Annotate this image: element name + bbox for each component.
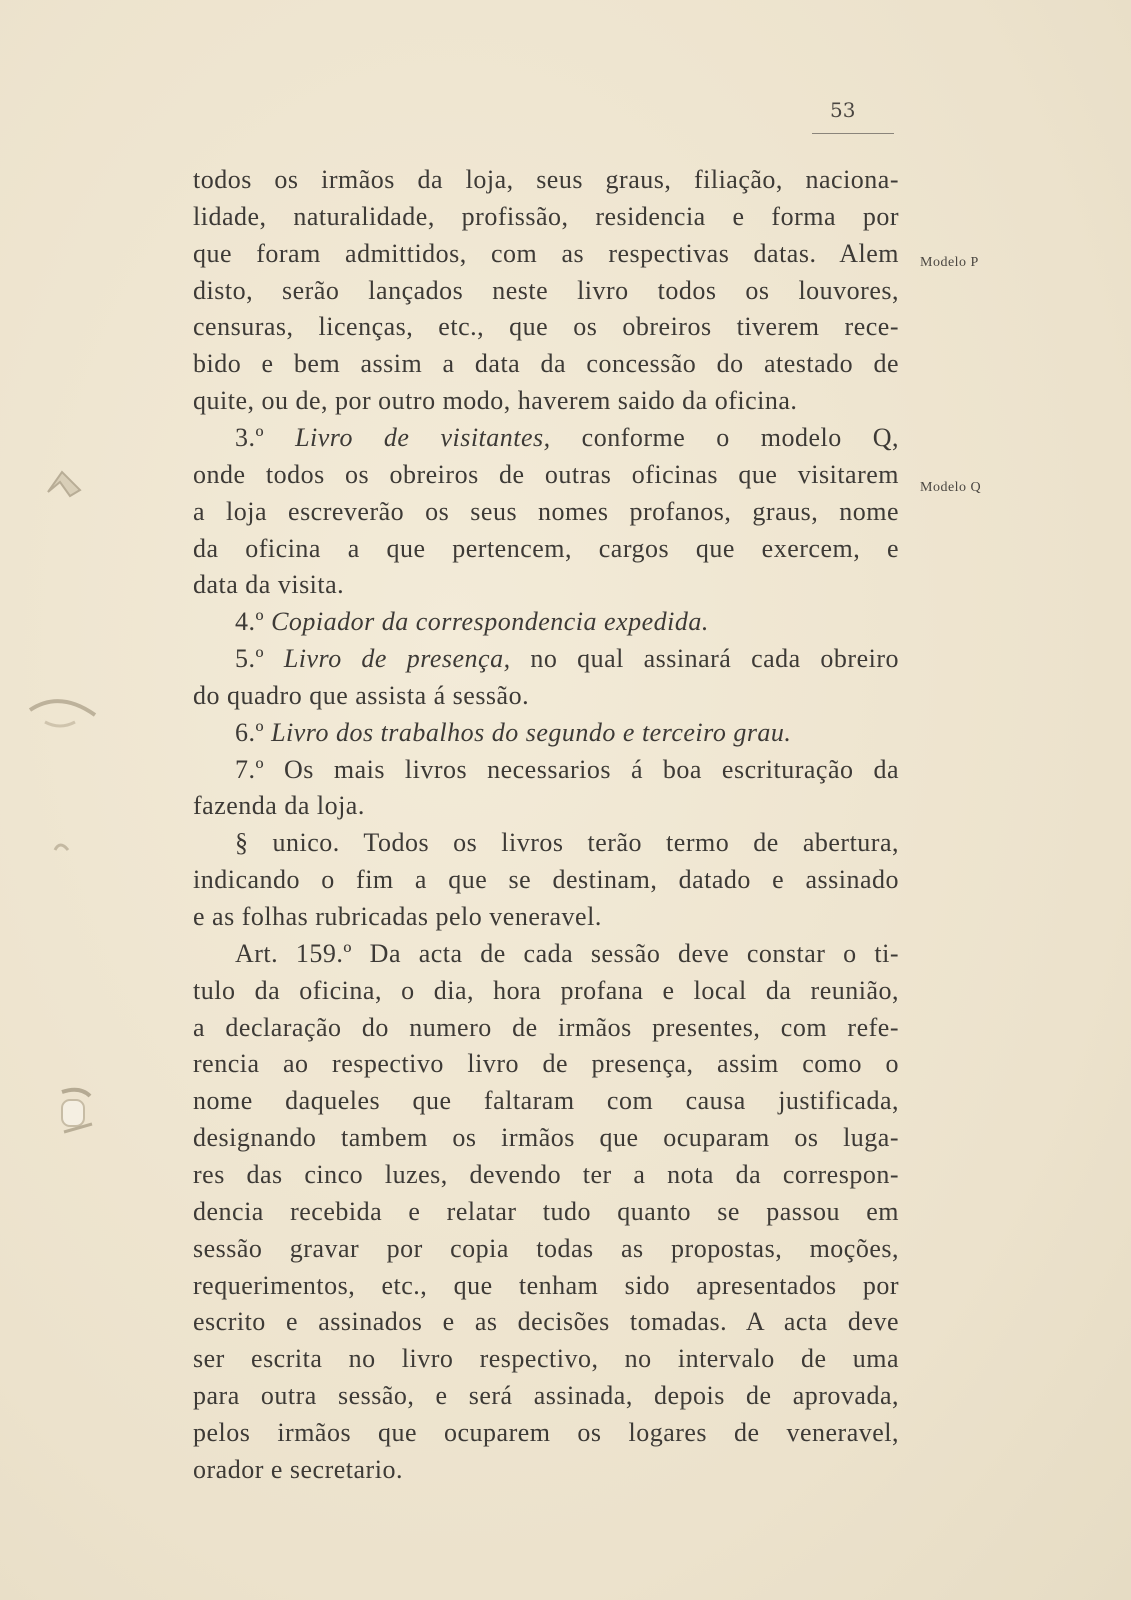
text-line — [193, 199, 899, 235]
italic-title: Livro de visitantes, — [295, 422, 551, 452]
text-line — [193, 1341, 899, 1377]
text-run: no qual assinará cada obreiro — [510, 644, 900, 674]
text-run: fazenda da loja. — [193, 791, 365, 821]
binding-hole-mark — [0, 660, 130, 790]
text-run: censuras, licenças, etc., que os obreiros tiverem rece- — [193, 312, 899, 342]
text-run: ser escrita no livro respectivo, no intervalo de uma — [193, 1344, 899, 1374]
text-line — [193, 678, 899, 714]
text-run: data da visita. — [193, 570, 345, 600]
italic-title: Copiador da correspondencia expedida. — [271, 607, 709, 637]
text-line — [193, 1415, 899, 1451]
margin-note-modelo-p: Modelo P — [920, 255, 979, 270]
binding-hole-mark — [0, 820, 130, 950]
text-run: sessão gravar por copia todas as propostas, moções, — [193, 1233, 899, 1263]
text-run: tulo da oficina, o dia, hora profana e local da reunião, — [193, 975, 899, 1005]
italic-title: Livro de presença, — [283, 644, 511, 674]
text-run: pelos irmãos que ocuparem os logares de veneravel, — [193, 1417, 899, 1447]
header-rule — [812, 133, 894, 134]
margin-note-modelo-q: Modelo Q — [920, 480, 982, 495]
text-line — [193, 162, 899, 198]
text-run: da oficina a que pertencem, cargos que exercem, e — [193, 533, 899, 563]
text-run: quite, ou de, por outro modo, haverem saido da oficina. — [193, 386, 798, 416]
text-run: disto, serão lançados neste livro todos os louvores, — [193, 275, 899, 305]
text-run: requerimentos, etc., que tenham sido apresentados por — [193, 1270, 899, 1300]
text-line — [193, 346, 899, 382]
text-run: onde todos os obreiros de outras oficinas que visitarem — [193, 459, 899, 489]
text-line — [193, 420, 899, 456]
text-line — [193, 236, 899, 272]
text-line — [193, 1010, 899, 1046]
text-run: 4.º — [235, 607, 272, 637]
text-run: 3.º — [235, 422, 296, 452]
text-line — [193, 604, 899, 640]
text-line — [193, 862, 899, 898]
text-run: bido e bem assim a data da concessão do atestado de — [193, 349, 899, 379]
text-run: rencia ao respectivo livro de presença, assim como o — [193, 1049, 899, 1079]
text-line — [193, 936, 899, 972]
text-run: 6.º — [235, 717, 272, 747]
text-run: § unico. Todos os livros terão termo de abertura, — [235, 828, 899, 858]
text-line — [193, 825, 899, 861]
text-run: e as folhas rubricadas pelo veneravel. — [193, 902, 602, 931]
binding-hole-mark — [0, 1060, 130, 1190]
text-run: Art. 159.º Da acta de cada sessão deve constar o ti- — [235, 938, 899, 968]
text-line — [193, 752, 899, 788]
text-line — [193, 715, 899, 751]
text-run: a loja escreverão os seus nomes profanos, graus, nome — [193, 496, 899, 526]
text-run: indicando o fim a que se destinam, datado e assinado — [193, 865, 899, 895]
text-line — [193, 309, 899, 345]
text-line — [193, 899, 899, 935]
text-run: nome daqueles que faltaram com causa justificada, — [193, 1086, 899, 1116]
page-number: 53 — [830, 98, 856, 122]
text-line — [193, 567, 899, 603]
text-line — [193, 1378, 899, 1414]
text-line — [193, 1231, 899, 1267]
text-line — [193, 531, 899, 567]
text-line — [193, 788, 899, 824]
text-run: orador e secretario. — [193, 1454, 403, 1484]
text-run: dencia recebida e relatar tudo quanto se passou em — [193, 1196, 899, 1226]
text-line — [193, 494, 899, 530]
text-run: designando tambem os irmãos que ocuparam os luga- — [193, 1123, 899, 1153]
text-run: res das cinco luzes, devendo ter a nota da correspon- — [193, 1159, 899, 1189]
text-line — [193, 1304, 899, 1340]
text-line — [193, 973, 899, 1009]
text-line — [193, 1268, 899, 1304]
text-run: a declaração do numero de irmãos presentes, com refe- — [193, 1012, 899, 1042]
text-run: conforme o modelo Q, — [550, 422, 900, 452]
text-line — [193, 1120, 899, 1156]
text-line — [193, 1083, 899, 1119]
text-run: para outra sessão, e será assinada, depois de aprovada, — [193, 1381, 899, 1411]
text-line — [193, 383, 899, 419]
text-line — [193, 273, 899, 309]
text-run: 7.º Os mais livros necessarios á boa escrituração da — [235, 754, 899, 784]
text-run: que foram admittidos, com as respectivas datas. Alem — [193, 238, 899, 268]
binding-hole-mark — [0, 430, 130, 560]
text-run: todos os irmãos da loja, seus graus, filiação, naciona- — [193, 165, 899, 194]
text-line — [193, 1452, 899, 1488]
text-line — [193, 1194, 899, 1230]
text-line — [193, 641, 899, 677]
text-run: do quadro que assista á sessão. — [193, 680, 530, 710]
text-run: lidade, naturalidade, profissão, residencia e forma por — [193, 201, 899, 231]
text-run: escrito e assinados e as decisões tomadas. A acta deve — [193, 1307, 899, 1337]
text-line — [193, 457, 899, 493]
text-run: 5.º — [235, 644, 284, 674]
italic-title: Livro dos trabalhos do segundo e terceiro grau. — [271, 717, 792, 747]
text-line — [193, 1046, 899, 1082]
text-line — [193, 1157, 899, 1193]
